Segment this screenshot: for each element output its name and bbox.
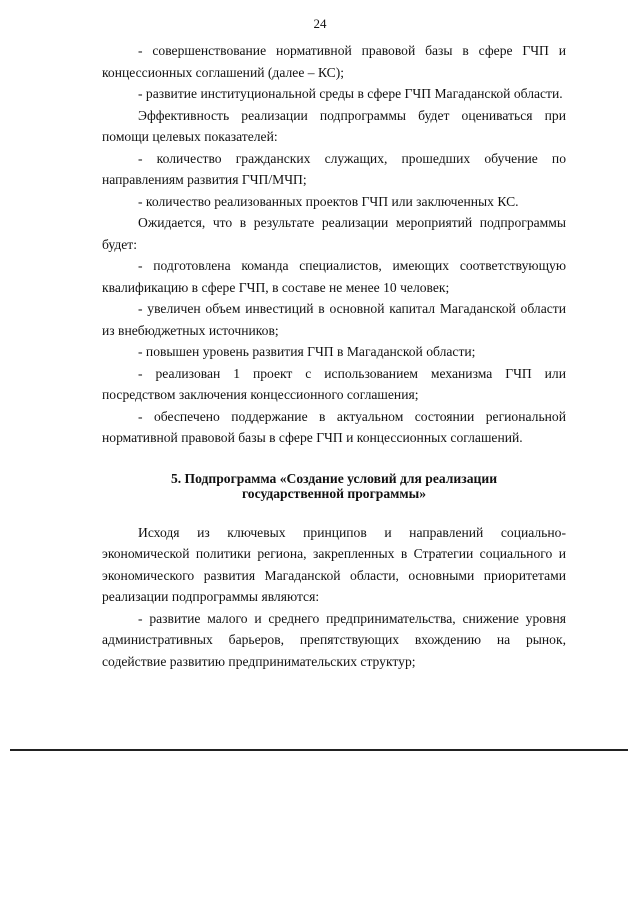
paragraph-bullet-projects-count: - количество реализованных проектов ГЧП или заключенных КС. <box>138 193 519 209</box>
horizontal-divider <box>10 749 628 751</box>
paragraph-bullet-regulatory-maintenance: - обеспечено поддержание в актуальном состоянии региональной нормативной правовой базы в сфере ГЧП и концессионных соглашений. <box>102 408 566 445</box>
paragraph-expected-results-intro: Ожидается, что в результате реализации мероприятий подпрограммы будет: <box>102 215 566 252</box>
paragraph-bullet-small-business: - развитие малого и среднего предпринимательства, снижение уровня административных барьеров, препятствующих вхождению на рынок, содействие развитию предпринимательских структур; <box>102 610 566 669</box>
paragraph-bullet-civil-servants: - количество гражданских служащих, прошедших обучение по направлениям развития ГЧП/МЧП; <box>102 150 566 187</box>
section-heading <box>102 471 566 502</box>
section-heading-line-2: государственной программы» <box>241 486 427 501</box>
paragraph-priorities-intro: Исходя из ключевых принципов и направлений социально-экономической политики региона, закрепленных в Стратегии социального и экономического развития Магаданской области, основными приоритетами реализации подпрограммы являются: <box>102 524 566 604</box>
paragraph-bullet-regulatory-base: - совершенствование нормативной правовой базы в сфере ГЧП и концессионных соглашений (далее – КС); <box>102 43 566 80</box>
page-number: 24 <box>313 16 327 31</box>
paragraph-bullet-specialist-team: - подготовлена команда специалистов, имеющих соответствующую квалификацию в сфере ГЧП, в составе не менее 10 человек; <box>102 258 566 295</box>
page-content <box>102 40 566 672</box>
section-heading-line-1: 5. Подпрограмма «Создание условий для реализации <box>170 470 498 486</box>
paragraph-effectiveness-intro: Эффективность реализации подпрограммы будет оцениваться при помощи целевых показателей: <box>102 107 566 144</box>
paragraph-bullet-institutional-environment: - развитие институциональной среды в сфере ГЧП Магаданской области. <box>138 86 563 101</box>
paragraph-bullet-ppp-level: - повышен уровень развития ГЧП в Магаданской области; <box>138 344 476 359</box>
paragraph-bullet-project-implemented: - реализован 1 проект с использованием механизма ГЧП или посредством заключения концессионного соглашения; <box>102 365 566 402</box>
paragraph-bullet-investment-volume: - увеличен объем инвестиций в основной капитал Магаданской области из внебюджетных источников; <box>102 301 566 338</box>
